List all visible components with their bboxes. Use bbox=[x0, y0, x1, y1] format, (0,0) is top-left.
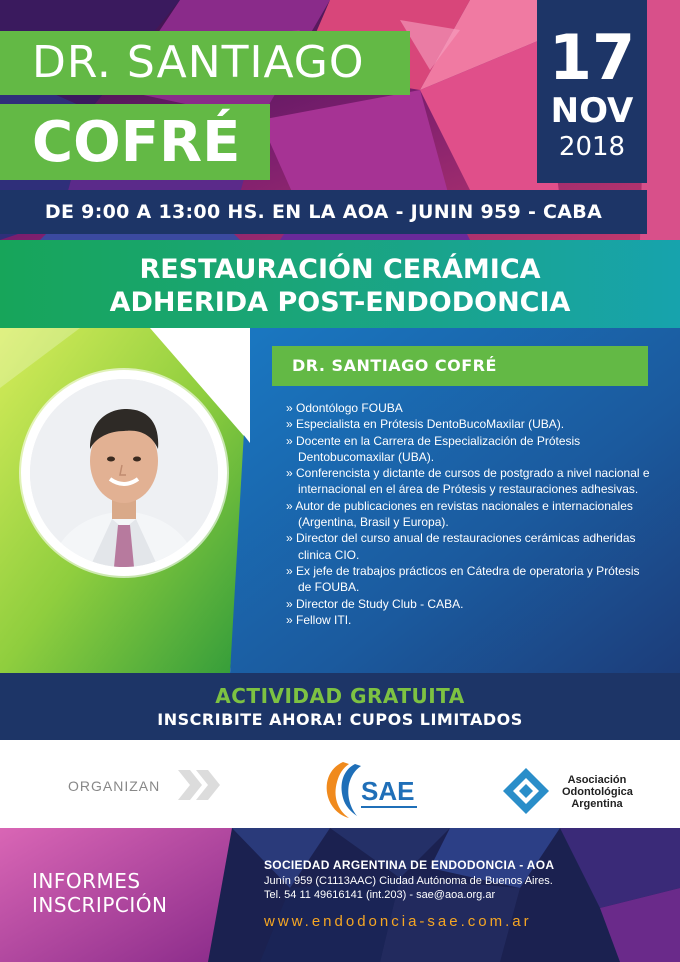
aoa-line1: Asociación bbox=[567, 774, 627, 786]
bio-item: » Especialista en Prótesis DentoBucoMaxilar (UBA). bbox=[286, 416, 656, 432]
schedule-bar: DE 9:00 A 13:00 HS. EN LA AOA - JUNIN 959 - CABA bbox=[0, 190, 647, 234]
course-title-line1: RESTAURACIÓN CERÁMICA bbox=[139, 254, 541, 285]
footer-contact: Tel. 54 11 49616141 (int.203) - sae@aoa.org.ar bbox=[264, 889, 496, 901]
speaker-name-header: DR. SANTIAGO COFRÉ bbox=[272, 346, 648, 386]
footer-address: Junín 959 (C1113AAC) Ciudad Autónoma de Buenos Aires. bbox=[264, 875, 553, 887]
double-chevron-right-icon bbox=[178, 770, 222, 800]
speaker-photo bbox=[30, 379, 218, 567]
call-to-action-bar bbox=[0, 673, 680, 740]
free-activity-label: ACTIVIDAD GRATUITA bbox=[215, 684, 465, 708]
organizers-label: ORGANIZAN bbox=[68, 778, 161, 794]
sae-logo-text: SAE bbox=[361, 776, 415, 806]
event-date-box bbox=[537, 0, 647, 183]
speaker-photo-frame bbox=[21, 370, 227, 576]
course-title-line2: ADHERIDA POST-ENDODONCIA bbox=[109, 287, 571, 318]
hero-banner bbox=[0, 0, 680, 240]
inscripcion-label: INSCRIPCIÓN bbox=[32, 893, 168, 917]
sae-logo bbox=[315, 758, 425, 818]
speaker-name-line2: COFRÉ bbox=[0, 104, 270, 180]
speaker-portrait-illustration bbox=[30, 379, 218, 567]
course-title-band bbox=[0, 240, 680, 328]
aoa-logo bbox=[503, 768, 549, 814]
aoa-line3: Argentina bbox=[571, 798, 623, 810]
footer-info-label bbox=[32, 869, 167, 917]
register-now-label: INSCRIBITE AHORA! CUPOS LIMITADOS bbox=[157, 710, 523, 729]
aoa-logo-text bbox=[562, 774, 632, 810]
bio-item: » Ex jefe de trabajos prácticos en Cátedra de operatoria y Prótesis de FOUBA. bbox=[286, 563, 656, 596]
speaker-section bbox=[0, 328, 680, 673]
bio-item: » Director del curso anual de restauraciones cerámicas adheridas clinica CIO. bbox=[286, 530, 656, 563]
speaker-bio-list bbox=[286, 400, 656, 628]
aoa-line2: Odontológica bbox=[562, 786, 633, 798]
bio-item: » Odontólogo FOUBA bbox=[286, 400, 656, 416]
bio-item: » Conferencista y dictante de cursos de postgrado a nivel nacional e internacional en el área de Prótesis y restauraciones adhesivas. bbox=[286, 465, 656, 498]
organizers-bar bbox=[0, 740, 680, 828]
footer bbox=[0, 828, 680, 962]
bio-item: » Fellow ITI. bbox=[286, 612, 656, 628]
event-day: 17 bbox=[548, 21, 636, 94]
event-month: NOV bbox=[550, 91, 634, 131]
footer-contact-info bbox=[264, 858, 554, 902]
footer-website: www.endodoncia-sae.com.ar bbox=[264, 913, 532, 930]
bio-item: » Autor de publicaciones en revistas nacionales e internacionales (Argentina, Brasil y Europa). bbox=[286, 498, 656, 531]
speaker-name-line1: DR. SANTIAGO bbox=[0, 31, 410, 95]
bio-item: » Docente en la Carrera de Especialización de Prótesis Dentobucomaxilar (UBA). bbox=[286, 433, 656, 466]
event-year: 2018 bbox=[558, 132, 626, 162]
bio-item: » Director de Study Club - CABA. bbox=[286, 596, 656, 612]
informes-label: INFORMES bbox=[32, 869, 141, 893]
footer-org-name: SOCIEDAD ARGENTINA DE ENDODONCIA - AOA bbox=[264, 858, 555, 872]
